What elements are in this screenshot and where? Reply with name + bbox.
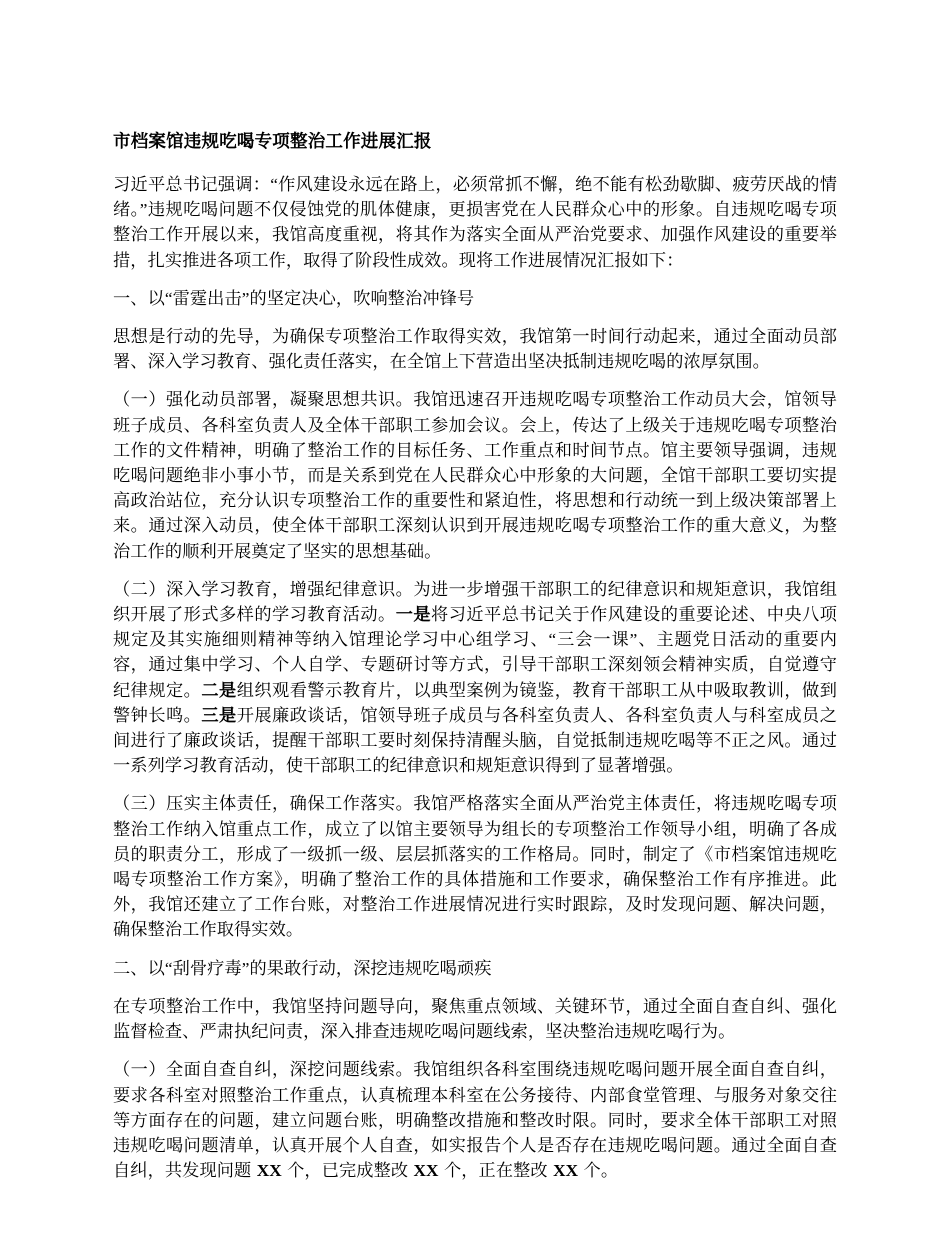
- text-run: 个，正在整改: [439, 1161, 553, 1181]
- body-paragraph: [113, 1057, 837, 1183]
- document-title: 市档案馆违规吃喝专项整治工作进展汇报: [113, 131, 432, 151]
- text-run: 一、以“雷霆出击”的坚定决心，吹响整治冲锋号: [113, 288, 475, 308]
- placeholder-count: XX: [256, 1161, 282, 1181]
- text-run: 思想是行动的先导，为确保专项整治工作取得实效，我馆第一时间行动起来，通过全面动员部署、深入学习教育、强化责任落实，在全馆上下营造出坚决抵制违规吃喝的浓厚氛围。: [113, 327, 837, 372]
- text-run: 二、以“刮骨疗毒”的果敢行动，深挖违规吃喝顽疾: [113, 958, 492, 978]
- section-heading: [113, 956, 837, 981]
- emphasis-label: 二是: [201, 679, 237, 700]
- emphasis-label: 一是: [395, 604, 432, 625]
- document-body: [113, 172, 837, 1183]
- text-run: 个。: [579, 1161, 619, 1181]
- placeholder-count: XX: [553, 1161, 579, 1181]
- body-paragraph: [113, 324, 837, 374]
- emphasis-label: 三是: [201, 704, 237, 725]
- text-run: （三）压实主体责任，确保工作落实。我馆严格落实全面从严治党主体责任，将违规吃喝专项整治工作纳入馆重点工作，成立了以馆主要领导为组长的专项整治工作领导小组，明确了各成员的职责分工，形成了一级抓一级、层层抓落实的工作格局。同时，制定了《市档案馆违规吃喝专项整治工作方案》，明确了整治工作的具体措施和工作要求，确保整治工作有序推进。此外，我馆还建立了工作台账，对整治工作进展情况进行实时跟踪，及时发现问题、解决问题，确保整治工作取得实效。: [113, 794, 837, 940]
- placeholder-count: XX: [413, 1161, 439, 1181]
- text-run: 开展廉政谈话，馆领导班子成员与各科室负责人、各科室负责人与科室成员之间进行了廉政谈话，提醒干部职工要时刻保持清醒头脑，自觉抵制违规吃喝等不正之风。通过一系列学习教育活动，使干部职工的纪律意识和规矩意识得到了显著增强。: [113, 705, 837, 776]
- text-run: 将习近平总书记关于作风建设的重要论述、中央八项规定及其实施细则精神等纳入馆理论学习中心组学习、“三会一课”、主题党日活动的重要内容，通过集中学习、个人自学、专题研讨等方式，引导干部职工深刻领会精神实质，自觉遵守纪律规定。: [113, 605, 837, 700]
- text-run: （一）全面自查自纠，深挖问题线索。我馆组织各科室围绕违规吃喝问题开展全面自查自纠，要求各科室对照整治工作重点，认真梳理本科室在公务接待、内部食堂管理、与服务对象交往等方面存在的问题，建立问题台账，明确整改措施和整改时限。同时，要求全体干部职工对照违规吃喝问题清单，认真开展个人自查，如实报告个人是否存在违规吃喝问题。通过全面自查自纠，共发现问题: [113, 1060, 837, 1181]
- text-run: 个，已完成整改: [282, 1161, 413, 1181]
- text-run: 习近平总书记强调：“作风建设永远在路上，必须常抓不懈，绝不能有松劲歇脚、疲劳厌战的情绪。”违规吃喝问题不仅侵蚀党的肌体健康，更损害党在人民群众心中的形象。自违规吃喝专项整治工作开展以来，我馆高度重视，将其作为落实全面从严治党要求、加强作风建设的重要举措，扎实推进各项工作，取得了阶段性成效。现将工作进展情况汇报如下：: [113, 175, 837, 270]
- body-paragraph: [113, 791, 837, 942]
- text-run: （二）深入学习教育，增强纪律意识。为进一步增强干部职工的纪律意识和规矩意识，我馆组织开展了形式多样的学习教育活动。: [113, 579, 837, 625]
- text-run: 在专项整治工作中，我馆坚持问题导向，聚焦重点领域、关键环节，通过全面自查自纠、强化监督检查、严肃执纪问责，深入排查违规吃喝问题线索，坚决整治违规吃喝行为。: [113, 996, 837, 1042]
- body-paragraph: [113, 994, 837, 1044]
- body-paragraph: [113, 577, 837, 779]
- body-paragraph: [113, 387, 837, 563]
- body-paragraph: [113, 172, 837, 273]
- text-run: 组织观看警示教育片，以典型案例为镜鉴，教育干部职工从中吸取教训，做到警钟长鸣。: [113, 680, 837, 725]
- text-run: （一）强化动员部署，凝聚思想共识。我馆迅速召开违规吃喝专项整治工作动员大会，馆领导班子成员、各科室负责人及全体干部职工参加会议。会上，传达了上级关于违规吃喝专项整治工作的文件精神，明确了整治工作的目标任务、工作重点和时间节点。馆主要领导强调，违规吃喝问题绝非小事小节，而是关系到党在人民群众心中形象的大问题，全馆干部职工要切实提高政治站位，充分认识专项整治工作的重要性和紧迫性，将思想和行动统一到上级决策部署上来。通过深入动员，使全体干部职工深刻认识到开展违规吃喝专项整治工作的重大意义，为整治工作的顺利开展奠定了坚实的思想基础。: [113, 390, 837, 561]
- section-heading: [113, 286, 837, 311]
